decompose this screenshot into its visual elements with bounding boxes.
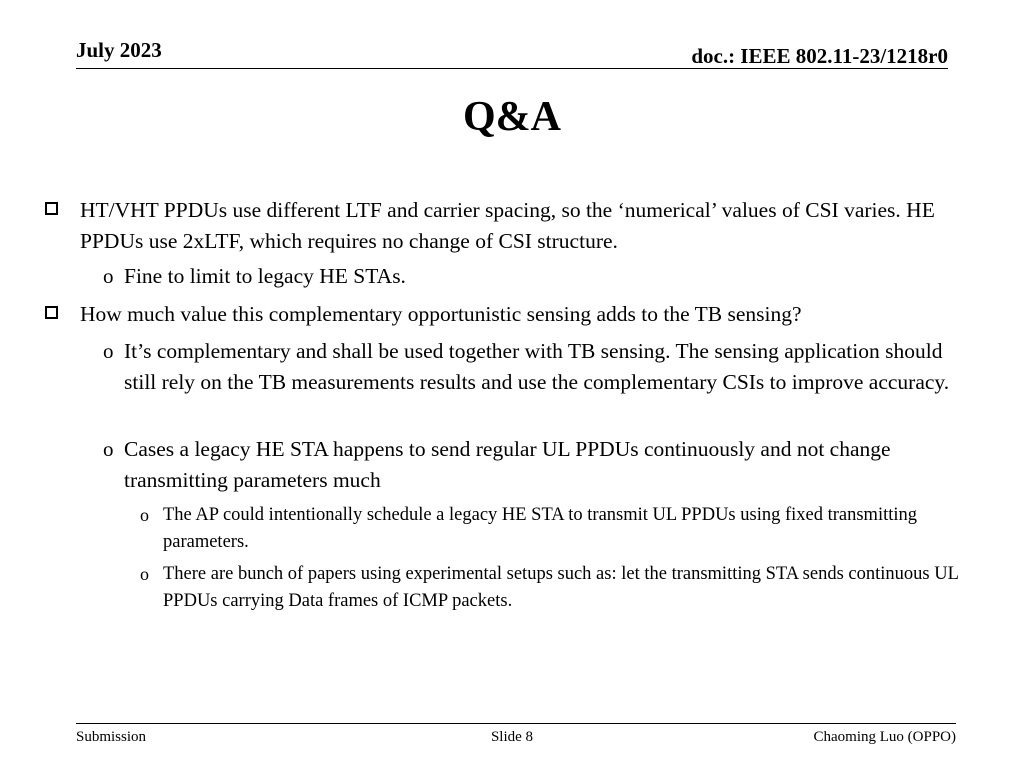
circle-bullet-icon: o: [103, 437, 114, 461]
square-bullet-icon: [45, 202, 58, 215]
bullet-2-2-2-text: There are bunch of papers using experimental setups such as: let the transmitting STA sends continuous UL PPDUs carrying Data frames of ICMP packets.: [163, 564, 959, 611]
circle-bullet-icon: o: [140, 505, 149, 525]
footer-slide-number: Slide 8: [490, 729, 534, 745]
bullet-2-1-text: It’s complementary and shall be used together with TB sensing. The sensing application should still rely on the TB measurements results and use the complementary CSIs to improve accuracy.: [124, 339, 950, 394]
bullet-1-1-text: Fine to limit to legacy HE STAs.: [124, 264, 406, 288]
header-date: July 2023: [76, 38, 162, 62]
bullet-2-2-text: Cases a legacy HE STA happens to send regular UL PPDUs continuously and not change transmitting parameters much: [124, 437, 891, 492]
footer-submission: Submission: [76, 729, 147, 745]
header-divider: [76, 68, 948, 69]
circle-bullet-icon: o: [140, 564, 149, 584]
circle-bullet-icon: o: [103, 264, 114, 288]
footer-divider: [76, 723, 956, 724]
bullet-2-text: How much value this complementary opportunistic sensing adds to the TB sensing?: [80, 302, 802, 326]
circle-bullet-icon: o: [103, 339, 114, 363]
square-bullet-icon: [45, 306, 58, 319]
header-doc-id: doc.: IEEE 802.11-23/1218r0: [691, 44, 948, 68]
bullet-2-2-1-text: The AP could intentionally schedule a legacy HE STA to transmit UL PPDUs using fixed transmitting parameters.: [163, 505, 918, 552]
bullet-1-text: HT/VHT PPDUs use different LTF and carrier spacing, so the ‘numerical’ values of CSI varies. HE PPDUs use 2xLTF, which requires no change of CSI structure.: [80, 198, 935, 253]
slide-title: Q&A: [463, 94, 561, 140]
footer-author: Chaoming Luo (OPPO): [813, 729, 956, 745]
